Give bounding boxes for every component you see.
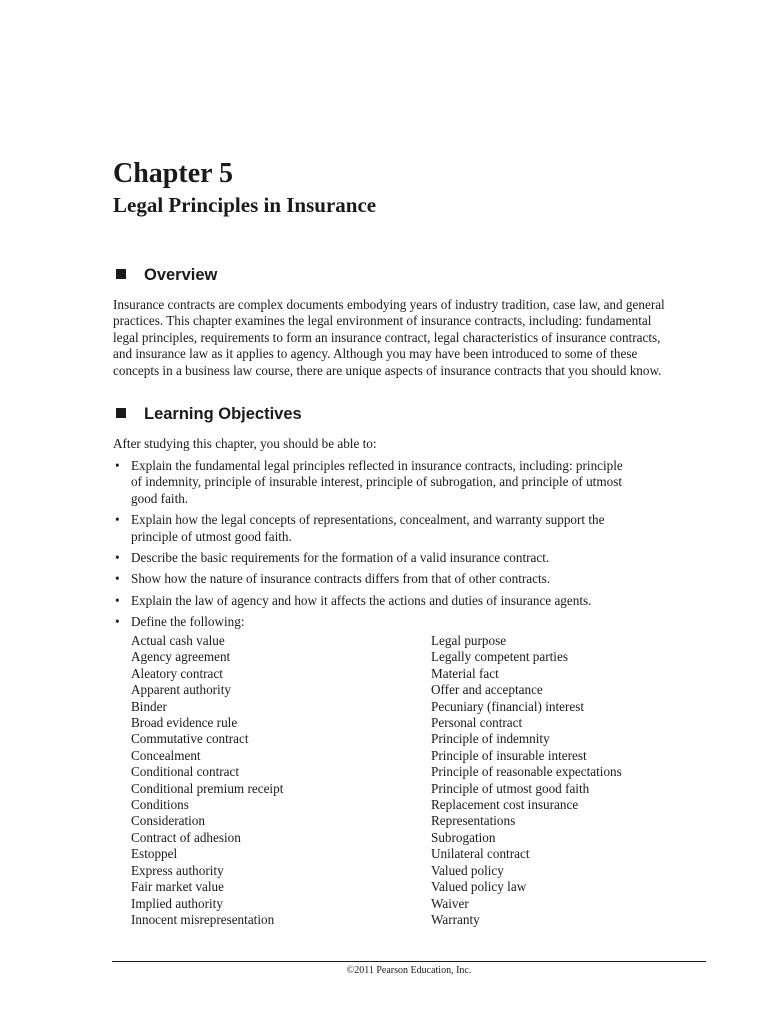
term-item: Subrogation [431,829,496,845]
term-item: Replacement cost insurance [431,797,579,813]
term-item: Broad evidence rule [131,715,238,731]
term-item: Conditional premium receipt [131,780,284,796]
objective-line: Explain the fundamental legal principles reflected in insurance contracts, including: principle [131,458,623,473]
objective-line: Explain the law of agency and how it affects the actions and duties of insurance agents. [131,592,592,608]
term-item: Representations [431,813,516,829]
term-item: Conditions [131,797,189,813]
chapter-number: Chapter 5 [113,158,234,189]
bullet-dot-icon: • [115,512,120,528]
term-item: Actual cash value [131,633,225,648]
square-bullet-icon [116,408,126,418]
term-item: Express authority [131,862,224,878]
objective-item [113,593,673,609]
bullet-dot-icon: • [115,614,120,630]
term-item: Conditional contract [131,764,240,780]
learning-objectives-heading-label: Learning Objectives [144,405,302,423]
objective-item [113,512,673,545]
bullet-dot-icon: • [115,458,120,473]
term-item: Aleatory contract [131,665,223,681]
term-item: Consideration [131,813,205,829]
term-item: Principle of reasonable expectations [431,764,622,780]
term-item: Legally competent parties [431,649,568,665]
footer-divider [112,961,706,962]
objective-line: principle of utmost good faith. [131,528,292,544]
term-item: Agency agreement [131,649,231,665]
objective-item [113,458,673,507]
term-item: Apparent authority [131,682,231,698]
objective-line: of indemnity, principle of insurable interest, principle of subrogation, and principle of utmost [131,474,622,490]
term-item: Material fact [431,665,499,681]
overview-paragraph [113,297,713,379]
overview-line: Insurance contracts are complex documents embodying years of industry tradition, case law, and general [113,297,665,312]
overview-line: concepts in a business law course, there are unique aspects of insurance contracts that you should know. [113,362,662,378]
objective-line: Define the following: [131,614,245,630]
term-item: Concealment [131,747,201,763]
term-item: Waiver [431,895,469,911]
overview-heading [113,264,217,286]
term-item: Pecuniary (financial) interest [431,698,585,714]
term-item: Implied authority [131,895,223,911]
overview-heading-label: Overview [144,266,218,284]
objective-line: Describe the basic requirements for the formation of a valid insurance contract. [131,550,550,566]
objective-item [113,571,673,587]
term-item: Binder [131,698,167,714]
objective-line: Show how the nature of insurance contracts differs from that of other contracts. [131,571,551,587]
overview-line: practices. This chapter examines the legal environment of insurance contracts, including: fundamental [113,313,652,329]
objective-line: good faith. [131,490,189,506]
term-item: Unilateral contract [431,846,530,862]
term-item: Innocent misrepresentation [131,911,275,927]
term-item: Valued policy [431,862,504,878]
objectives-intro: After studying this chapter, you should be able to: [113,436,377,451]
term-item: Personal contract [431,715,523,731]
term-item: Fair market value [131,879,225,895]
terms-list-right [431,633,622,928]
term-item: Offer and acceptance [431,682,543,698]
term-item: Principle of indemnity [431,731,550,747]
overview-line: and insurance law as it applies to agency. Although you may have been introduced to some of these [113,346,638,362]
bullet-dot-icon: • [115,550,120,566]
objective-item [113,550,673,566]
term-item: Valued policy law [431,879,527,895]
objective-item [113,614,673,630]
bullet-dot-icon: • [115,571,120,587]
term-item: Commutative contract [131,731,249,747]
term-item: Estoppel [131,846,178,862]
square-bullet-icon [116,269,126,279]
bullet-dot-icon: • [115,592,120,608]
learning-objectives-heading [113,403,302,425]
term-item: Contract of adhesion [131,829,241,845]
objective-line: Explain how the legal concepts of representations, concealment, and warranty support the [131,512,605,528]
terms-list-left [131,633,283,928]
footer-copyright: ©2011 Pearson Education, Inc. [346,965,472,976]
term-item: Principle of utmost good faith [431,780,590,796]
term-item: Legal purpose [431,633,507,648]
term-item: Warranty [431,911,480,927]
objectives-list [113,458,673,636]
term-item: Principle of insurable interest [431,747,587,763]
chapter-title: Legal Principles in Insurance [113,193,377,217]
overview-line: legal principles, requirements to form an insurance contract, legal characteristics of insurance contracts, [113,329,661,345]
